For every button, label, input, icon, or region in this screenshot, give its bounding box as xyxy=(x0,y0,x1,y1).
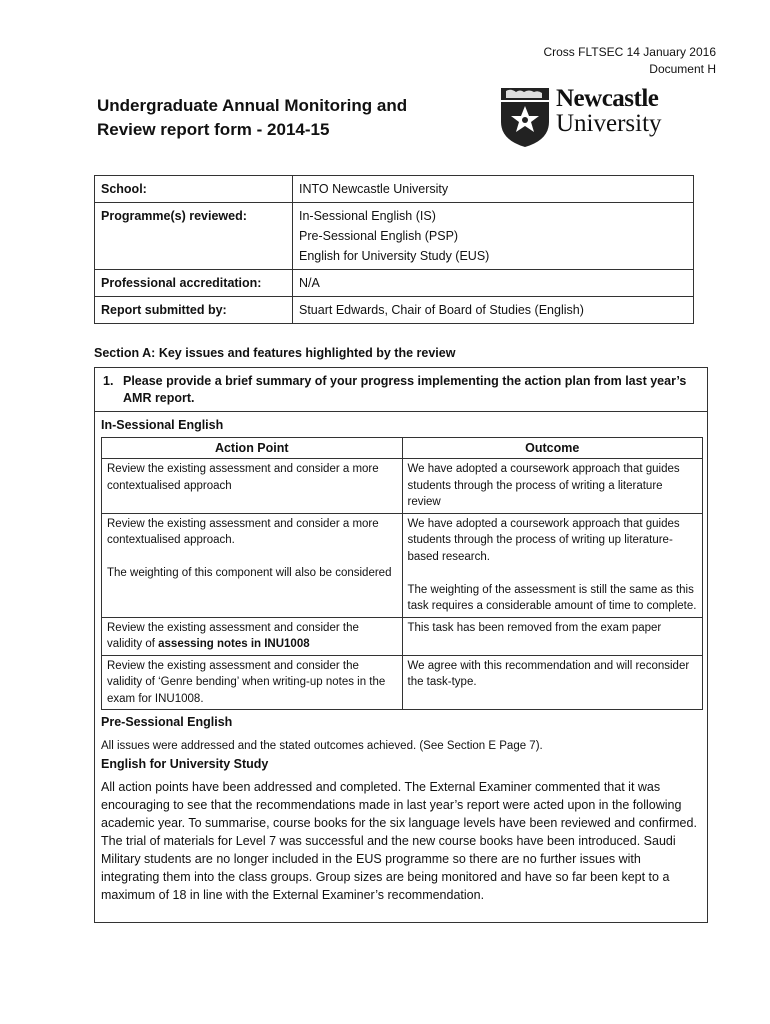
title-line-2: Review report form - 2014-15 xyxy=(97,120,330,139)
submitted-value: Stuart Edwards, Chair of Board of Studies (English) xyxy=(293,297,694,324)
table-row xyxy=(95,297,694,324)
action-cell xyxy=(102,617,403,655)
action-text: Review the existing assessment and consider a more contextualised approach. xyxy=(107,517,379,546)
action-text-bold: assessing notes in INU1008 xyxy=(158,638,310,650)
question-number: 1. xyxy=(103,374,114,388)
university-crest-icon xyxy=(498,86,552,148)
logo-newcastle: Newcastle xyxy=(556,85,659,112)
outcome-text-2: The weighting of the assessment is still the same as this task requires a considerable amount of time to complete. xyxy=(407,583,697,612)
eus-heading: English for University Study xyxy=(101,757,269,771)
accreditation-label: Professional accreditation: xyxy=(95,270,293,297)
pre-sessional-heading: Pre-Sessional English xyxy=(101,715,233,729)
action-cell: Review the existing assessment and consider the validity of ‘Genre bending’ when writing-up notes in the exam for INU1008. xyxy=(102,655,403,710)
document-reference xyxy=(543,44,716,78)
action-text: Review the existing assessment and consider the validity of xyxy=(107,621,359,650)
report-info-table xyxy=(94,175,694,324)
outcome-cell xyxy=(402,513,703,617)
question-text: Please provide a brief summary of your progress implementing the action plan from last year’s AMR report. xyxy=(123,374,687,405)
university-logo xyxy=(498,86,698,148)
programme-is: In-Sessional English (IS) xyxy=(299,209,436,223)
outcome-header: Outcome xyxy=(402,438,703,459)
outcome-cell: This task has been removed from the exam paper xyxy=(402,617,703,655)
table-row xyxy=(95,270,694,297)
reference-line: Cross FLTSEC 14 January 2016 xyxy=(543,45,716,59)
pre-sessional-text: All issues were addressed and the stated outcomes achieved. (See Section E Page 7). xyxy=(101,740,543,752)
accreditation-value: N/A xyxy=(293,270,694,297)
eus-text: All action points have been addressed and completed. The External Examiner commented that it was encouraging to see that the recommendations made in last year’s report were acted upon in the following academic year. To summarise, course books for the six language levels have been reviewed and confirmed. The trial of materials for Level 7 was successful and the new course books have been introduced. Saudi Military students are no longer included in the EUS programme so there are no further issues with integrating them into the class groups. Group sizes are being monitored and have so far been kept to a maximum of 18 in line with the External Examiner’s recommendation. xyxy=(101,780,697,902)
programmes-label: Programme(s) reviewed: xyxy=(95,203,293,270)
question-1 xyxy=(95,368,707,412)
school-value: INTO Newcastle University xyxy=(293,176,694,203)
programme-eus: English for University Study (EUS) xyxy=(299,249,490,263)
outcome-cell: We have adopted a coursework approach that guides students through the process of writing a literature review xyxy=(402,459,703,514)
table-row xyxy=(95,203,694,270)
section-a-box xyxy=(94,367,708,923)
in-sessional-heading: In-Sessional English xyxy=(101,418,224,432)
outcome-cell: We agree with this recommendation and will reconsider the task-type. xyxy=(402,655,703,710)
table-row xyxy=(102,513,703,617)
table-row xyxy=(102,459,703,514)
title-line-1: Undergraduate Annual Monitoring and xyxy=(97,96,408,115)
table-header-row xyxy=(102,438,703,459)
page-title xyxy=(97,94,457,142)
action-cell: Review the existing assessment and consider a more contextualised approach xyxy=(102,459,403,514)
action-plan-table xyxy=(101,437,703,710)
submitted-label: Report submitted by: xyxy=(95,297,293,324)
programmes-value xyxy=(293,203,694,270)
action-text-2: The weighting of this component will also be considered xyxy=(107,566,392,579)
logo-university: University xyxy=(556,110,662,137)
programme-psp: Pre-Sessional English (PSP) xyxy=(299,229,459,243)
document-label: Document H xyxy=(649,62,716,76)
action-point-header: Action Point xyxy=(102,438,403,459)
table-row xyxy=(95,176,694,203)
outcome-text: We have adopted a coursework approach that guides students through the process of writing up literature-based research. xyxy=(407,517,680,563)
table-row xyxy=(102,655,703,710)
table-row xyxy=(102,617,703,655)
section-a-heading: Section A: Key issues and features highlighted by the review xyxy=(94,346,456,360)
action-cell xyxy=(102,513,403,617)
school-label: School: xyxy=(95,176,293,203)
